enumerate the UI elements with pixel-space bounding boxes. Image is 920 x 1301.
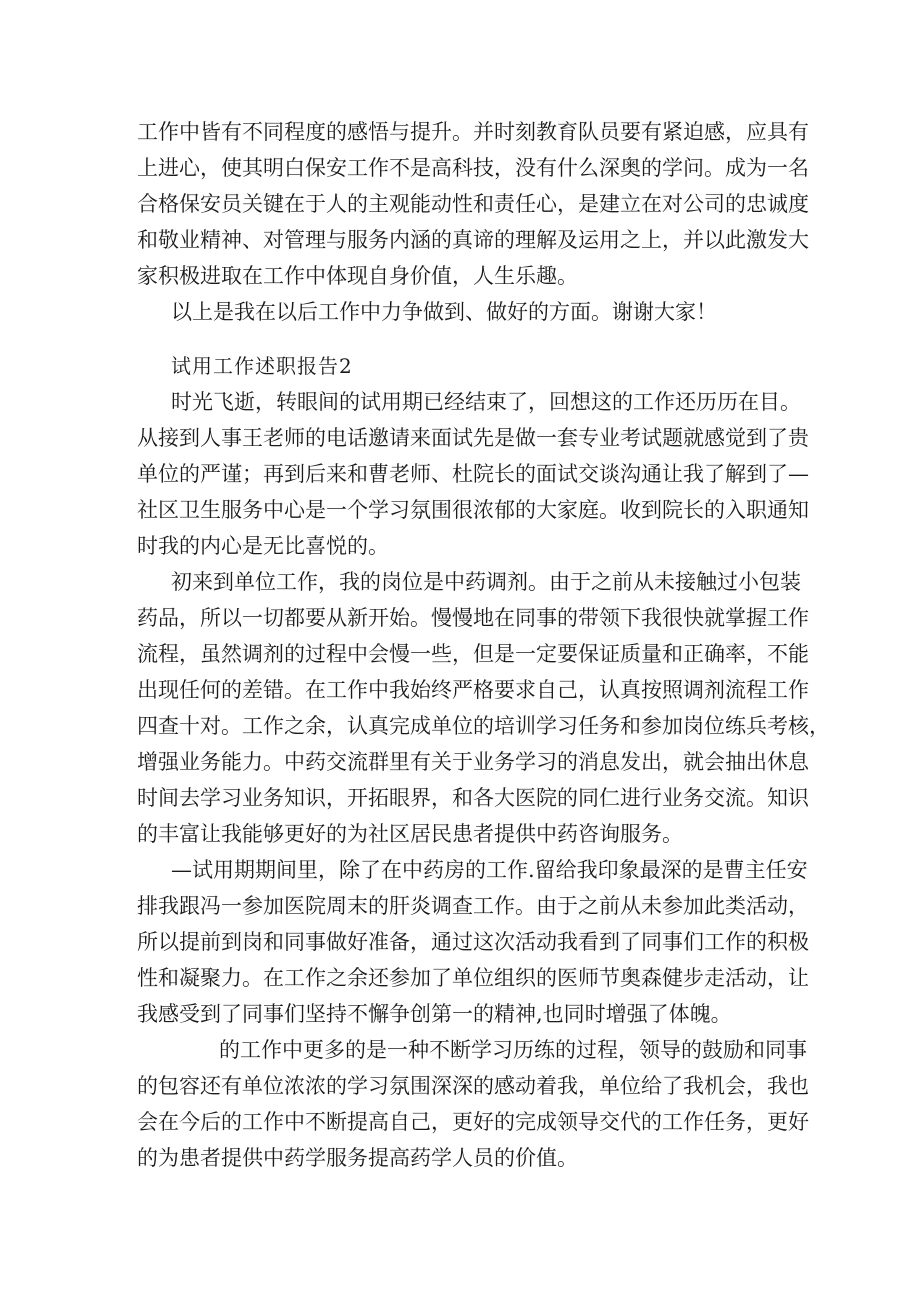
paragraph-3 [137,384,809,564]
text-line: 时间去学习业务知识，开拓眼界，和各大医院的同仁进行业务交流。知识 [137,786,809,810]
text-line: 家积极进取在工作中体现自身价值，人生乐趣。 [137,264,578,288]
text-line: 上进心，使其明白保安工作不是高科技，没有什么深奥的学问。成为一名 [137,156,809,180]
text-line: 增强业务能力。中药交流群里有关于业务学习的消息发出，就会抽出休息 [137,750,809,774]
text-line: 社区卫生服务中心是一个学习氛围很浓郁的大家庭。收到院长的入职通知 [137,498,809,522]
text-line: 的为患者提供中药学服务提高药学人员的价值。 [137,1146,578,1170]
text-line: 的丰富让我能够更好的为社区居民患者提供中药咨询服务。 [137,822,683,846]
text-line: 的工作中更多的是一种不断学习历练的过程，领导的鼓励和同事 [219,1038,807,1062]
text-line: 合格保安员关键在于人的主观能动性和责任心，是建立在对公司的忠诚度 [137,192,809,216]
text-line: 以上是我在以后工作中力争做到、做好的方面。谢谢大家！ [171,300,717,324]
text-line: 的包容还有单位浓浓的学习氛围深深的感动着我，单位给了我机会，我也 [137,1074,809,1098]
text-line: 四查十对。工作之余，认真完成单位的培训学习任务和参加岗位练兵考核， [137,714,830,738]
text-line: 药品，所以一切都要从新开始。慢慢地在同事的带领下我很快就掌握工作 [137,606,809,630]
text-line: 时我的内心是无比喜悦的。 [137,534,389,558]
text-line: 从接到人事王老师的电话邀请来面试先是做一套专业考试题就感觉到了贵 [137,426,809,450]
text-line: 和敬业精神、对管理与服务内涵的真谛的理解及运用之上，并以此激发大 [137,228,809,252]
text-line: 初来到单位工作，我的岗位是中药调剂。由于之前从未接触过小包装 [171,570,801,594]
text-line: 工作中皆有不同程度的感悟与提升。并时刻教育队员要有紧迫感，应具有 [137,120,809,144]
paragraph-1 [137,114,809,294]
text-line: 流程，虽然调剂的过程中会慢一些，但是一定要保证质量和正确率，不能 [137,642,809,666]
text-line: 单位的严谨；再到后来和曹老师、杜院长的面试交谈沟通让我了解到了— [137,462,809,486]
text-line: 性和凝聚力。在工作之余还参加了单位组织的医师节奥森健步走活动，让 [137,966,809,990]
text-line: 会在今后的工作中不断提高自己，更好的完成领导交代的工作任务，更好 [137,1110,809,1134]
paragraph-4 [137,564,830,852]
text-line: —试用期期间里，除了在中药房的工作.留给我印象最深的是曹主任安 [171,858,808,882]
text-line: 出现任何的差错。在工作中我始终严格要求自己，认真按照调剂流程工作 [137,678,809,702]
section-heading [137,348,787,384]
heading-text: 试用工作述职报告2 [171,354,353,378]
paragraph-5 [137,852,809,1032]
text-line: 我感受到了同事们坚持不懈争创第一的精神,也同时增强了体魄。 [137,1002,732,1026]
text-line: 排我跟冯一参加医院周末的肝炎调查工作。由于之前从未参加此类活动， [137,894,809,918]
paragraph-6 [137,1032,809,1176]
paragraph-2 [137,294,787,330]
text-line: 时光飞逝，转眼间的试用期已经结束了，回想这的工作还历历在目。 [171,390,801,414]
text-line: 所以提前到岗和同事做好准备，通过这次活动我看到了同事们工作的积极 [137,930,809,954]
